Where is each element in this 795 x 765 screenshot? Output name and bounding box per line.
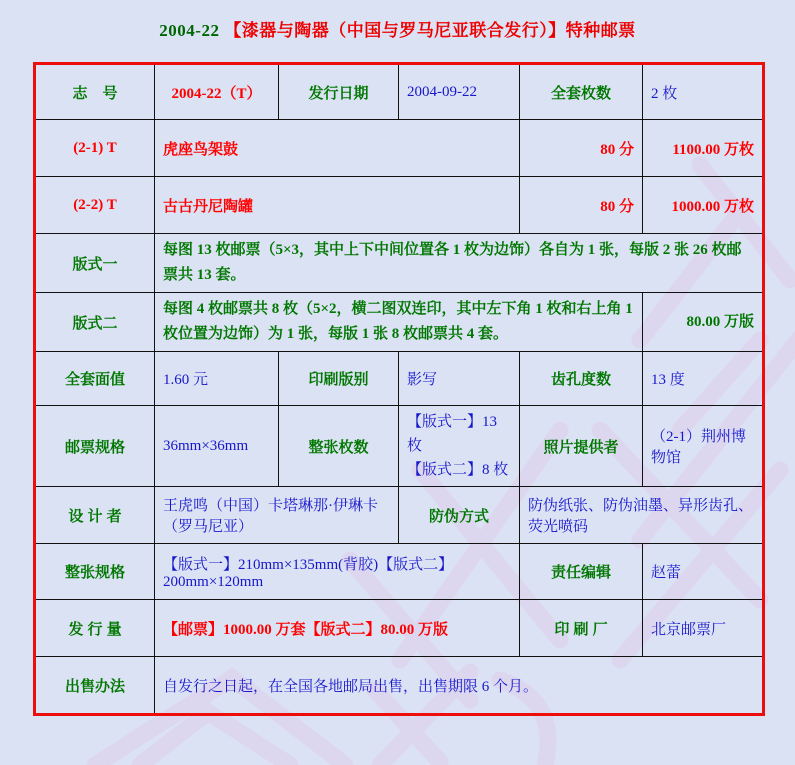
sheet-count-line-1: 【版式一】13 枚 xyxy=(407,414,498,454)
designer-label: 设 计 者 xyxy=(35,487,155,544)
set-count-label: 全套枚数 xyxy=(520,64,643,120)
catalog-number-label: 志 号 xyxy=(35,64,155,120)
anti-forgery-label: 防伪方式 xyxy=(399,487,520,544)
catalog-number-value: 2004-22（T） xyxy=(155,64,279,120)
sale-method-label: 出售办法 xyxy=(35,657,155,715)
format-1-description: 每图 13 枚邮票（5×3，其中上下中间位置各 1 枚为边饰）各自为 1 张，每版 2 张 26 枚邮票共 13 套。 xyxy=(155,234,764,293)
stamp-1-print-qty: 1100.00 万枚 xyxy=(643,120,764,177)
sheet-size-value: 【版式一】210mm×135mm(背胶)【版式二】200mm×120mm xyxy=(155,544,520,600)
sheet-size-label: 整张规格 xyxy=(35,544,155,600)
stamp-2-print-qty: 1000.00 万枚 xyxy=(643,177,764,234)
title-text: 【漆器与陶器（中国与罗马尼亚联合发行）】特种邮票 xyxy=(224,21,636,40)
table-row-sale-method xyxy=(35,657,764,715)
designer-value: 王虎鸣（中国）卡塔琳那·伊琳卡（罗马尼亚） xyxy=(155,487,399,544)
face-value-label: 全套面值 xyxy=(35,352,155,406)
page-title xyxy=(0,16,795,41)
table-row-face-value xyxy=(35,352,764,406)
printer-label: 印 刷 厂 xyxy=(520,600,643,657)
stamp-size-value: 36mm×36mm xyxy=(155,406,279,487)
sale-method-value: 自发行之日起，在全国各地邮局出售，出售期限 6 个月。 xyxy=(155,657,764,715)
table-row-format-1 xyxy=(35,234,764,293)
table-row-format-2 xyxy=(35,293,764,352)
printer-value: 北京邮票厂 xyxy=(643,600,764,657)
stamp-info-table xyxy=(33,62,765,716)
issue-qty-value: 【邮票】1000.00 万套【版式二】80.00 万版 xyxy=(155,600,520,657)
table-row-catalog xyxy=(35,64,764,120)
stamp-size-label: 邮票规格 xyxy=(35,406,155,487)
stamp-1-id: (2-1) T xyxy=(35,120,155,177)
sheet-count-label: 整张枚数 xyxy=(279,406,399,487)
photo-provider-label: 照片提供者 xyxy=(520,406,643,487)
table-row-designer xyxy=(35,487,764,544)
anti-forgery-value: 防伪纸张、防伪油墨、异形齿孔、荧光喷码 xyxy=(520,487,764,544)
editor-value: 赵蕾 xyxy=(643,544,764,600)
table-row-sheet-size xyxy=(35,544,764,600)
perforation-value: 13 度 xyxy=(643,352,764,406)
table-row-stamp-2 xyxy=(35,177,764,234)
table-row-issue-qty xyxy=(35,600,764,657)
print-type-value: 影写 xyxy=(399,352,520,406)
table-row-stamp-1 xyxy=(35,120,764,177)
issue-qty-label: 发 行 量 xyxy=(35,600,155,657)
format-2-label: 版式二 xyxy=(35,293,155,352)
print-type-label: 印刷版别 xyxy=(279,352,399,406)
stamp-2-id: (2-2) T xyxy=(35,177,155,234)
perforation-label: 齿孔度数 xyxy=(520,352,643,406)
issue-date-label: 发行日期 xyxy=(279,64,399,120)
format-2-print-qty: 80.00 万版 xyxy=(643,293,764,352)
sheet-count-value xyxy=(399,406,520,487)
issue-date-value: 2004-09-22 xyxy=(399,64,520,120)
format-1-label: 版式一 xyxy=(35,234,155,293)
stamp-2-name: 古古丹尼陶罐 xyxy=(155,177,520,234)
sheet-count-line-2: 【版式二】8 枚 xyxy=(407,462,509,478)
table-row-stamp-size xyxy=(35,406,764,487)
stamp-1-name: 虎座鸟架鼓 xyxy=(155,120,520,177)
stamp-2-denomination: 80 分 xyxy=(520,177,643,234)
photo-provider-value: （2-1）荆州博物馆 xyxy=(643,406,764,487)
stamp-1-denomination: 80 分 xyxy=(520,120,643,177)
format-2-description: 每图 4 枚邮票共 8 枚（5×2，横二图双连印，其中左下角 1 枚和右上角 1 枚位置为边饰）为 1 张，每版 1 张 8 枚邮票共 4 套。 xyxy=(155,293,643,352)
face-value: 1.60 元 xyxy=(155,352,279,406)
set-count-value: 2 枚 xyxy=(643,64,764,120)
title-catalog-number: 2004-22 xyxy=(159,21,220,40)
editor-label: 责任编辑 xyxy=(520,544,643,600)
